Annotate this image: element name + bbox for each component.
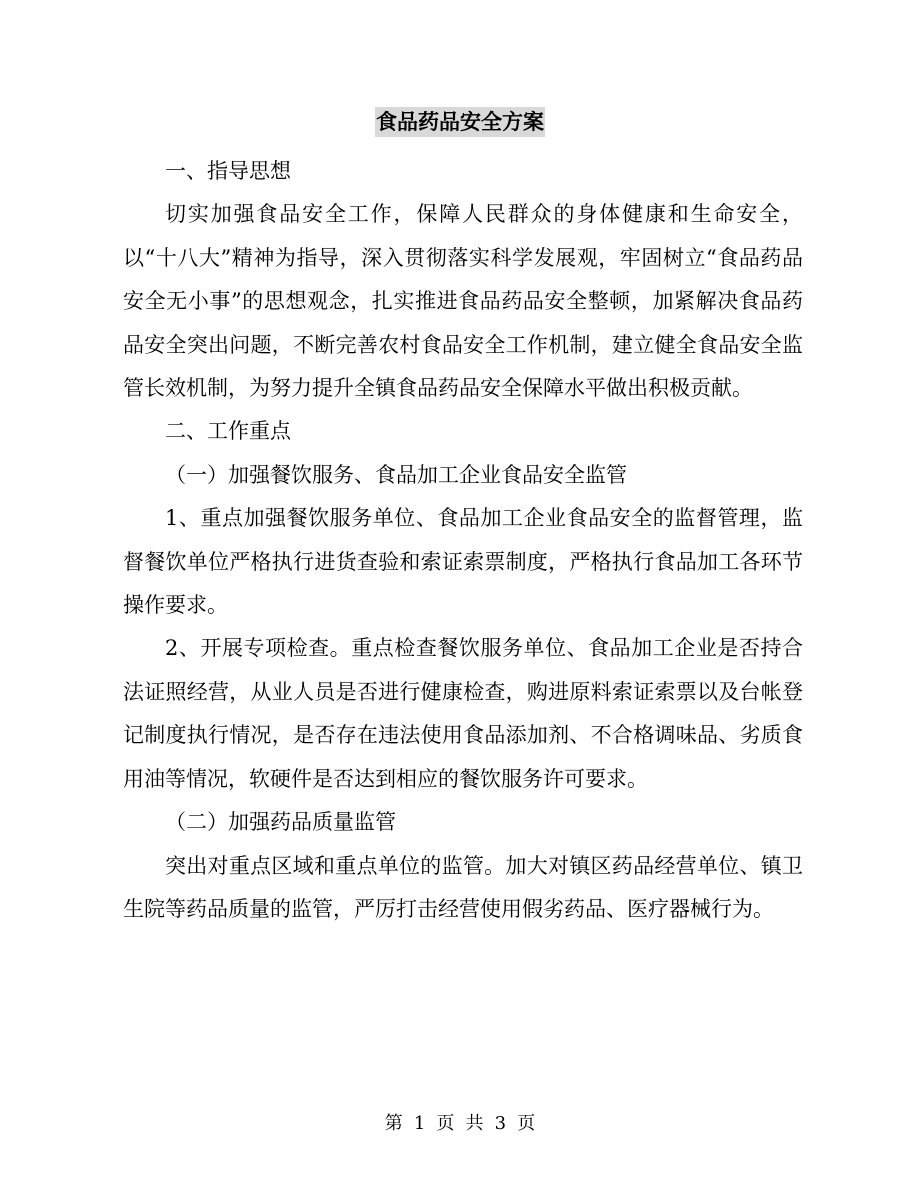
paragraph-guiding-ideology: 切实加强食品安全工作，保障人民群众的身体健康和生命安全，以“十八大”精神为指导，深入贯彻落实科学发展观，牢固树立“食品药品安全无小事”的思想观念，扎实推进食品药品安全整顿，加紧解决食品药品安全突出问题，不断完善农村食品安全工作机制，建立健全食品安全监管长效机制，为努力提升全镇食品药品安全保障水平做出积极贡献。: [123, 202, 803, 401]
page-footer: 第 1 页 共 3 页: [384, 1113, 536, 1134]
paragraph-item-1: 1、重点加强餐饮服务单位、食品加工企业食品安全的监督管理，监督餐饮单位严格执行进货查验和索证索票制度，严格执行食品加工各环节操作要求。: [123, 506, 803, 618]
subheading-drug-quality: （二）加强药品质量监管: [165, 810, 396, 835]
heading-work-focus: 二、工作重点: [165, 419, 291, 444]
paragraph-item-2: 2、开展专项检查。重点检查餐饮服务单位、食品加工企业是否持合法证照经营，从业人员是否进行健康检查，购进原料索证索票以及台帐登记制度执行情况，是否存在违法使用食品添加剂、不合格调味品、劣质食用油等情况，软硬件是否达到相应的餐饮服务许可要求。: [123, 636, 803, 791]
document-title: 食品药品安全方案: [375, 107, 545, 137]
subheading-catering-supervision: （一）加强餐饮服务、食品加工企业食品安全监管: [165, 462, 627, 487]
title-container: [0, 107, 920, 137]
paragraph-drug-quality: 突出对重点区域和重点单位的监管。加大对镇区药品经营单位、镇卫生院等药品质量的监管，严厉打击经营使用假劣药品、医疗器械行为。: [123, 853, 803, 921]
document-body: [123, 150, 803, 931]
heading-guiding-ideology: 一、指导思想: [165, 159, 291, 183]
